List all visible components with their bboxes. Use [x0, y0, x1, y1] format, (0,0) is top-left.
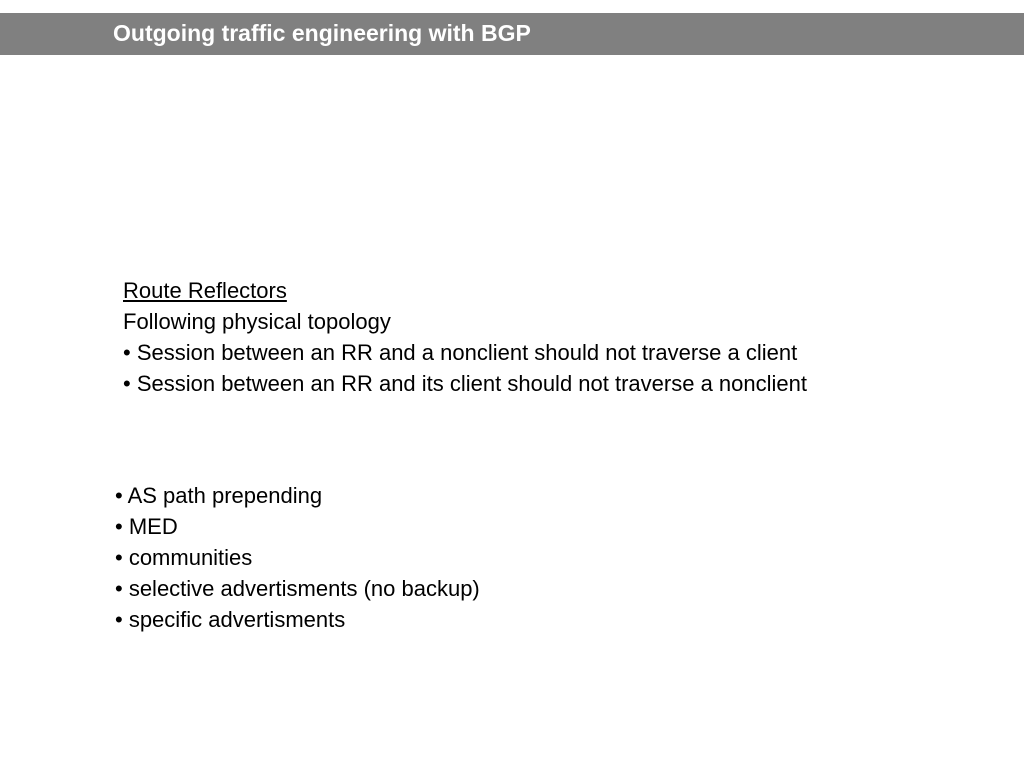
method-list-item: • specific advertisments [115, 607, 346, 632]
rr-list-item: • Session between an RR and a nonclient should not traverse a client [123, 340, 798, 365]
method-list-item: • selective advertisments (no backup) [115, 576, 480, 601]
method-list-item: • MED [115, 514, 178, 539]
rr-list-item: • Session between an RR and its client should not traverse a nonclient [123, 371, 807, 396]
route-reflectors-section [123, 275, 807, 399]
route-reflectors-subheading: Following physical topology [123, 309, 391, 334]
methods-list [115, 480, 480, 635]
method-list-item: • communities [115, 545, 253, 570]
slide-title: Outgoing traffic engineering with BGP [113, 20, 531, 46]
route-reflectors-heading: Route Reflectors [123, 278, 287, 303]
method-list-item: • AS path prepending [115, 483, 323, 508]
